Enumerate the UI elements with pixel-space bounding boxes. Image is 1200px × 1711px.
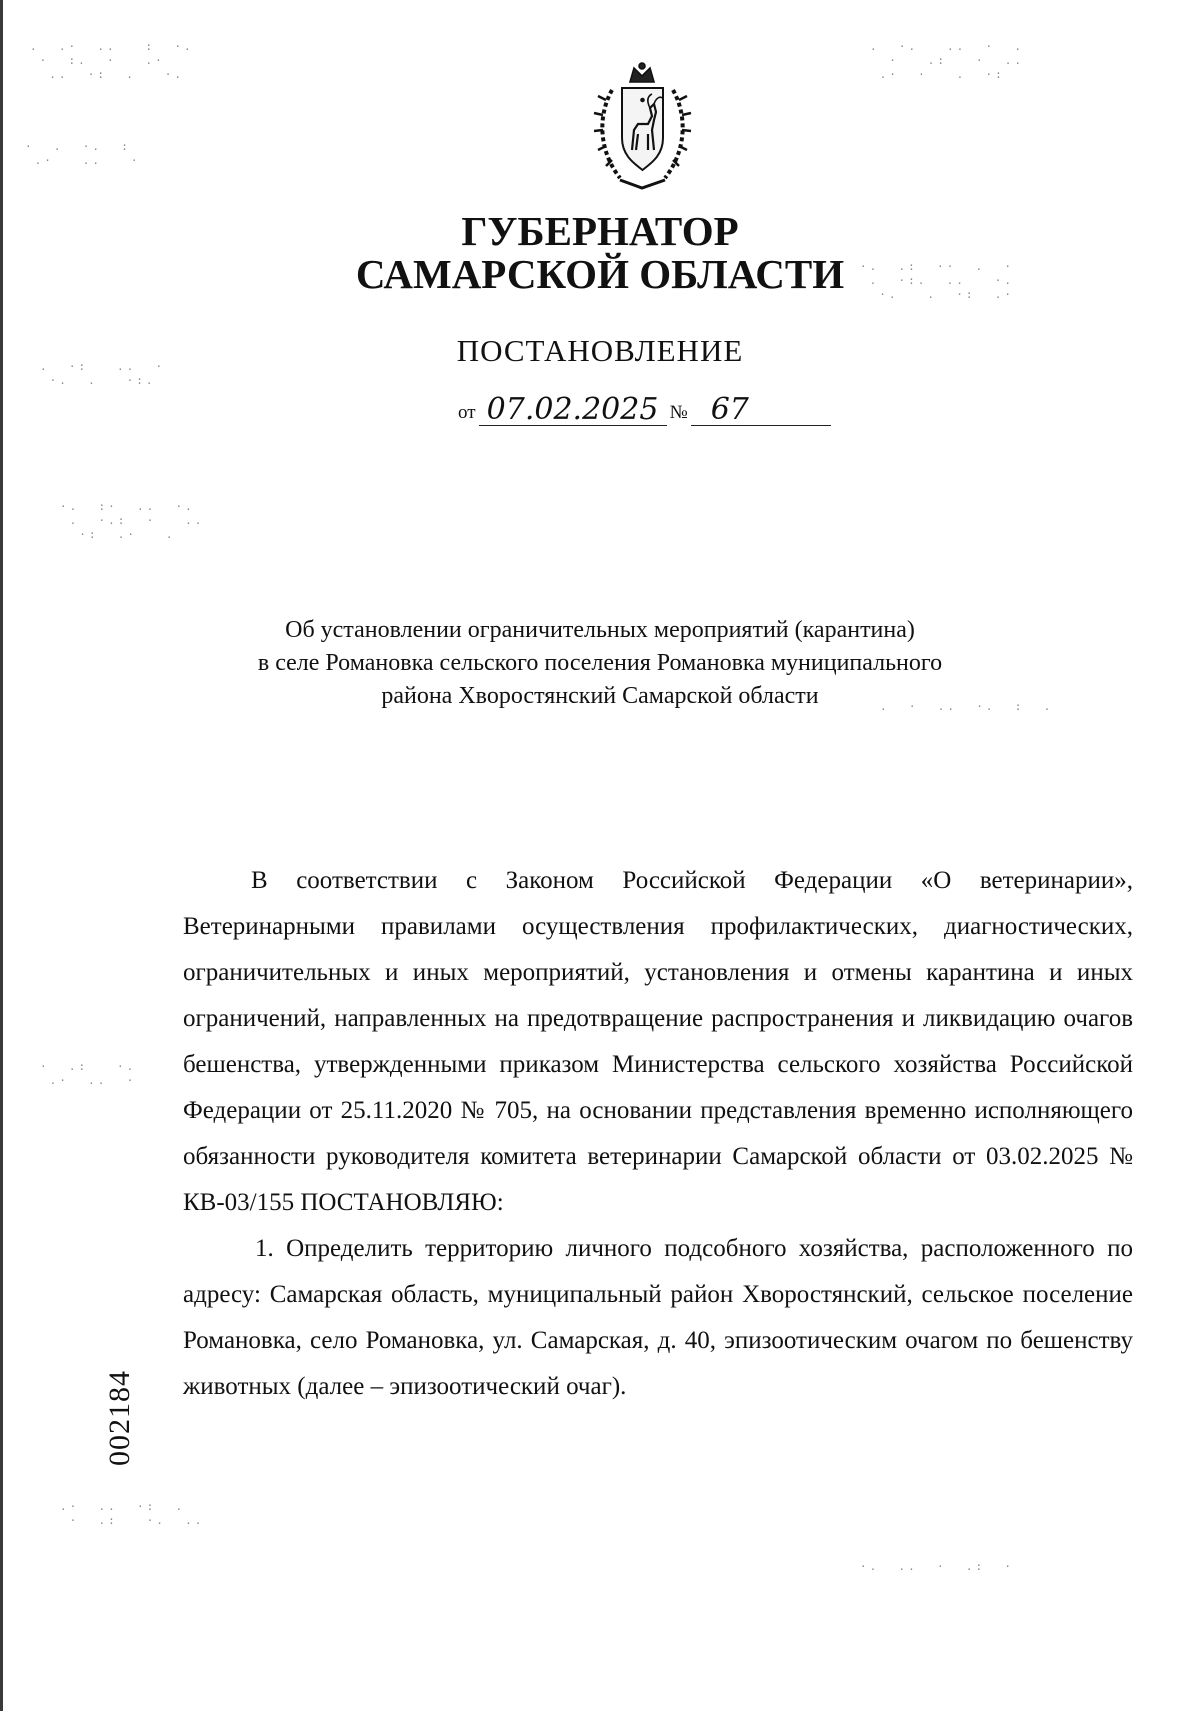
scan-noise: . ·. .. · . · .: · .. .· · . ·:: [870, 40, 1024, 81]
document-title: [240, 614, 960, 713]
registration-side-number: 002184: [103, 1370, 136, 1466]
scan-noise: . ·: .. · ·. . ·:.: [40, 360, 166, 387]
samara-coat-of-arms-icon: [590, 60, 695, 195]
preamble-paragraph: В соответствии с Законом Российской Федерации «О ветеринарии», Ветеринарными правилами осуществления профилактических, диагностических, ограничительных и иных мероприятий, установления и отмены карантина и иных ограничений, направленных на предотвращение распространения и ликвидацию очагов бешенства, утвержденными приказом Министерства сельского хозяйства Российской Федерации от 25.11.2020 № 705, на основании представления временно исполняющего обязанности руководителя комитета ветеринарии Самарской области от 03.02.2025 № КВ-03/155 ПОСТАНОВЛЯЮ:: [183, 867, 1133, 1216]
authority-title-line1: ГУБЕРНАТОР: [461, 208, 739, 254]
scan-noise: · . ·. : .· .. ·: [25, 140, 141, 167]
date-number-row: [455, 392, 831, 427]
scan-noise: · .: ·. .· .. ·: [40, 1060, 137, 1087]
scan-noise: . .· .. : ·. · :. · .· .. ·: . ·.: [30, 40, 194, 81]
document-type: ПОСТАНОВЛЕНИЕ: [456, 333, 744, 368]
authority-title-line2: САМАРСКОЙ ОБЛАСТИ: [355, 251, 845, 297]
scan-noise: ·. .: ·· . · . ·:. .. ·. ·. . ·: .·: [860, 260, 1014, 301]
scan-noise: . · .. ·. : .: [880, 700, 1054, 713]
scan-noise: ·. :· .. ·. . ·.: · .. ·: .· .: [60, 500, 205, 541]
title-line: Об установлении ограничительных мероприятий (карантина): [285, 617, 915, 643]
number-prefix: №: [669, 402, 688, 423]
handwritten-date: 07.02.2025: [479, 395, 667, 426]
title-line: в селе Романовка сельского поселения Романовка муниципального: [257, 650, 943, 676]
date-prefix: от: [458, 402, 476, 423]
clause-1: 1. Определить территорию личного подсобного хозяйства, расположенного по адресу: Самарская область, муниципальный район Хворостянский, сельское поселение Романовка, село Романовка, ул. Самарская, д. 40, эпизоотическим очагом по бешенству животных (далее – эпизоотический очаг).: [183, 1235, 1133, 1400]
document-body: [183, 858, 1133, 1410]
handwritten-number: 67: [691, 395, 831, 426]
scan-noise: ·. .. · .: ·: [860, 1560, 1014, 1573]
title-line: района Хворостянский Самарской области: [381, 683, 819, 709]
scan-noise: .· .. ·: . · .: ·. ..: [60, 1500, 205, 1527]
